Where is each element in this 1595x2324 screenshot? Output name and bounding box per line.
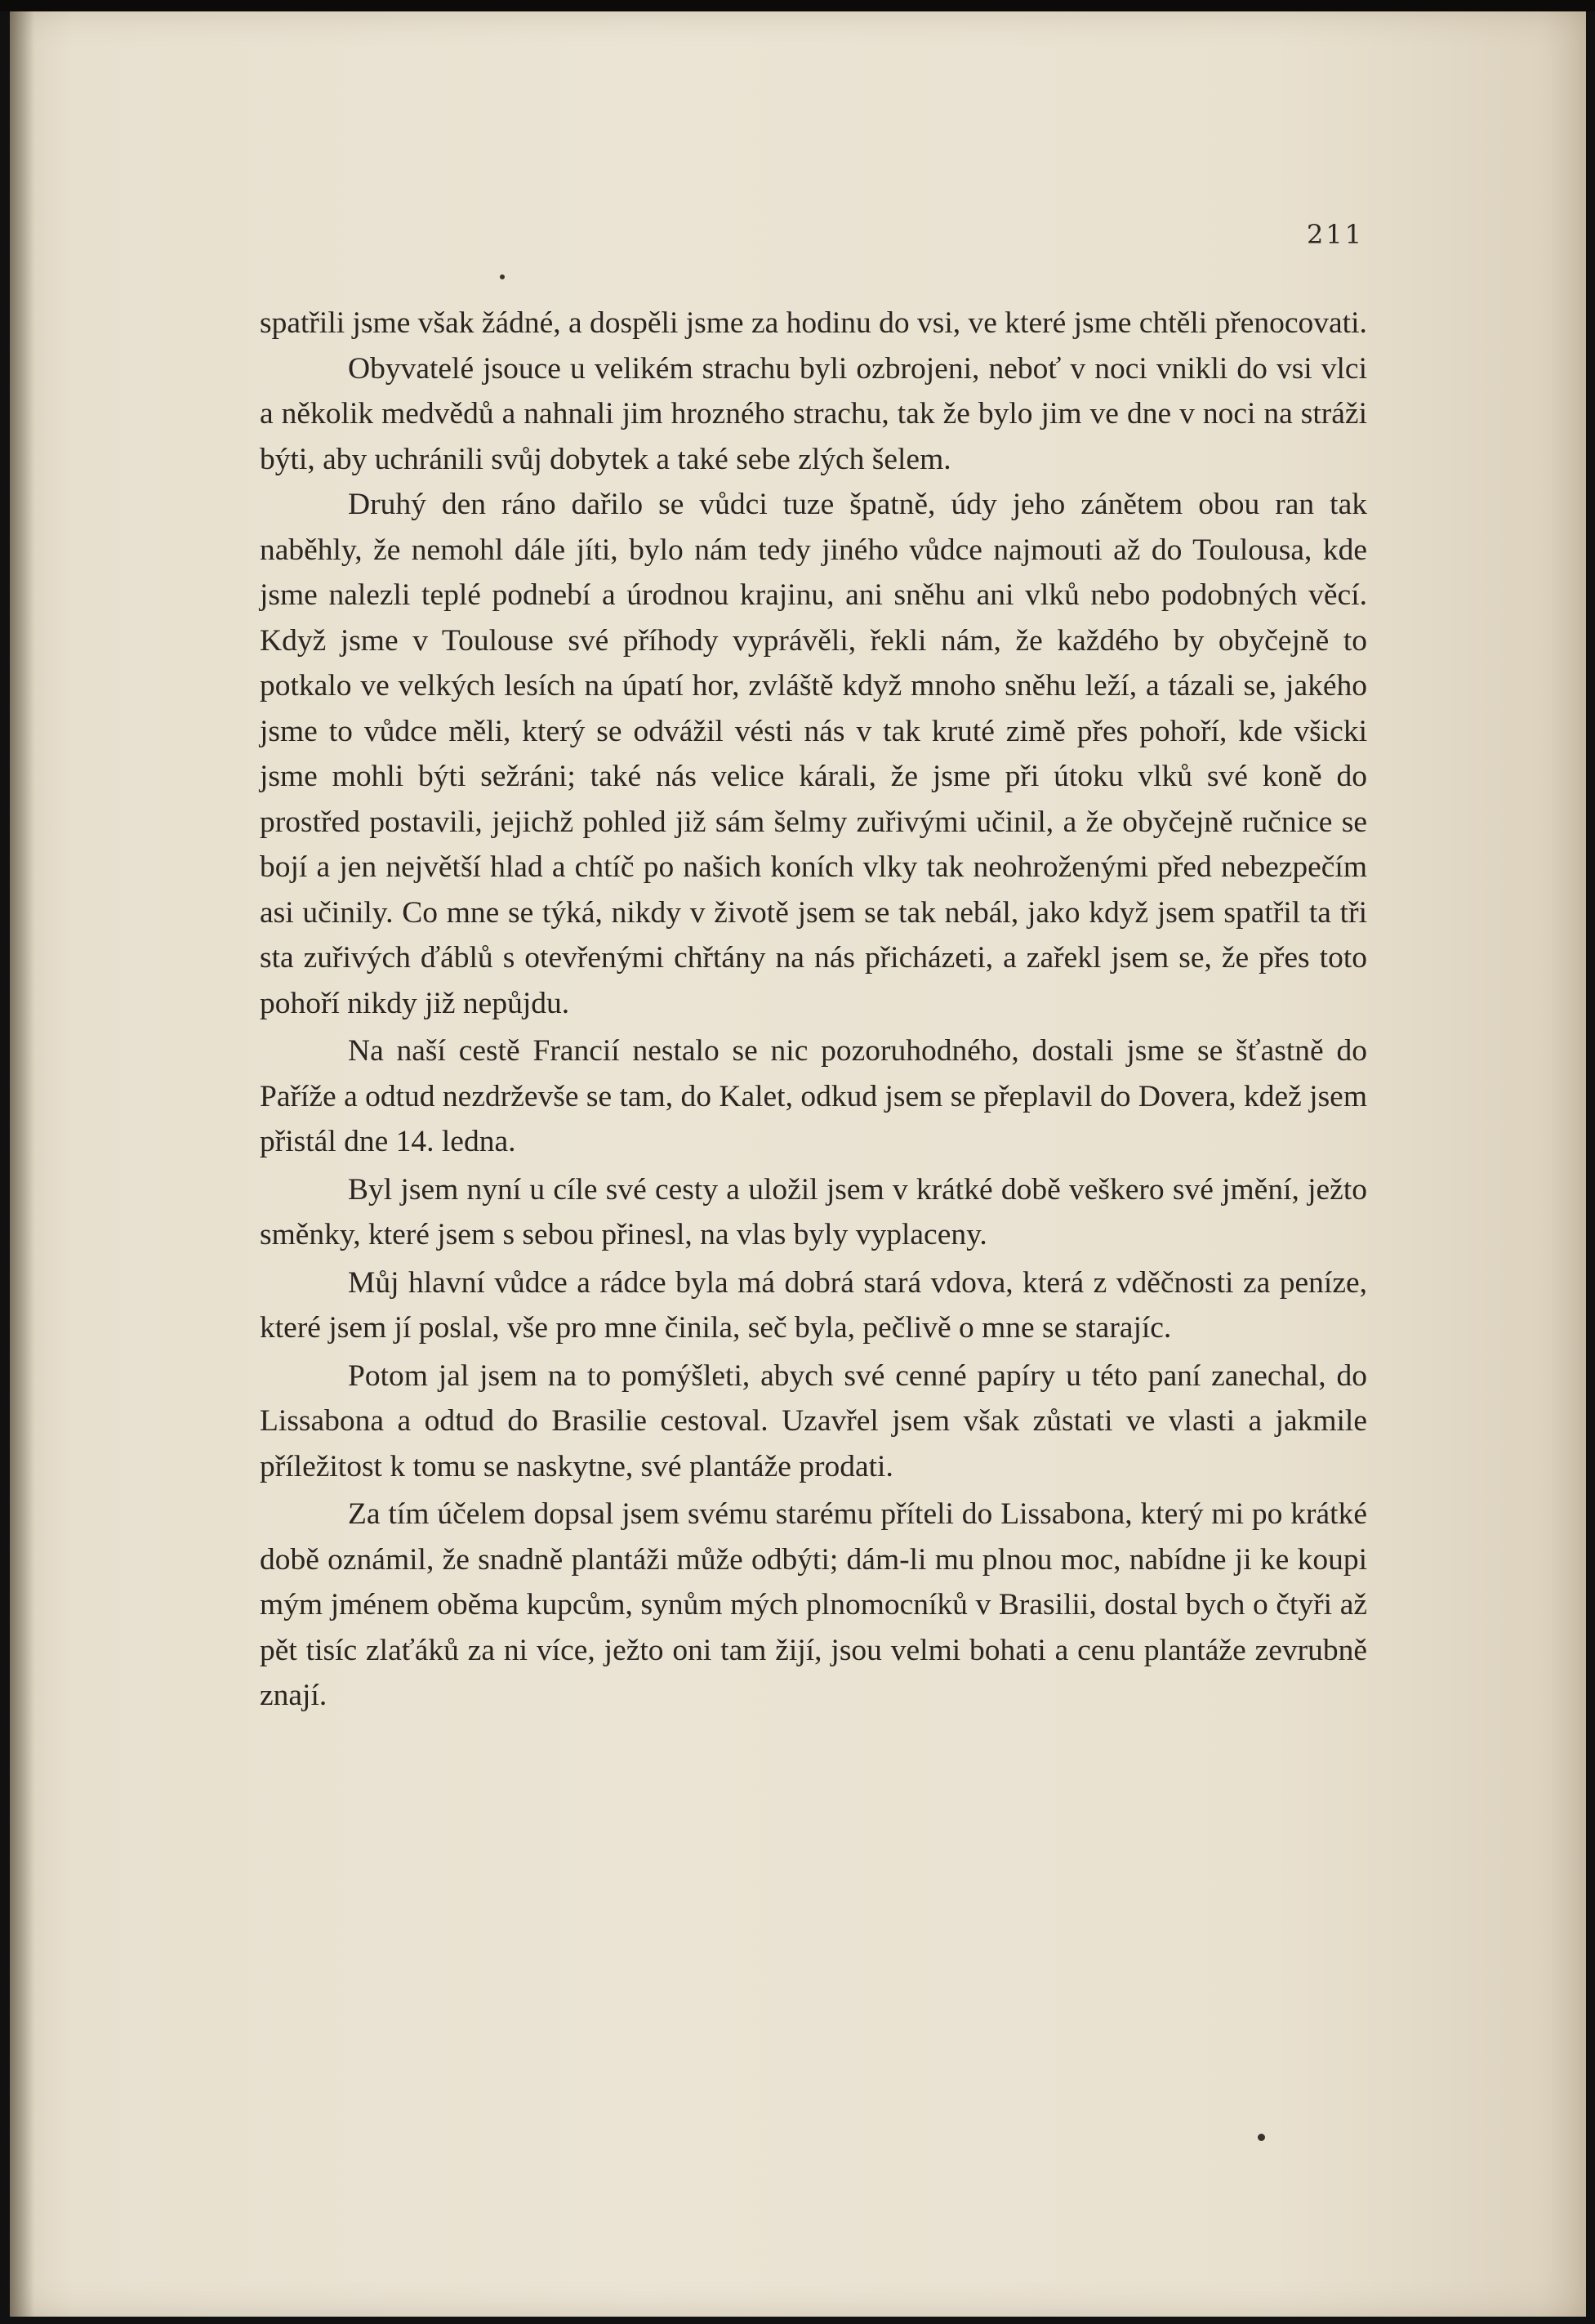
page-body-text <box>260 301 1367 1719</box>
ink-speck <box>1258 2134 1265 2141</box>
paragraph-2: Obyvatelé jsouce u velikém strachu byli ozbrojeni, neboť v noci vnikli do vsi vlci a několik medvědů a nahnali jim hrozného strachu, tak že bylo jim ve dne v noci na stráži býti, aby uchránili svůj dobytek a také sebe zlých šelem. <box>260 351 1367 476</box>
paragraph-8: Za tím účelem dopsal jsem svému starému příteli do Lissabona, který mi po krátké době oznámil, že snadně plantáži může odbýti; dám-li mu plnou moc, nabídne ji ke koupi mým jménem oběma kupcům, synům mých plnomocníků v Brasilii, dostal bych o čtyři až pět tisíc zlaťáků za ni více, ježto oni tam žijí, jsou velmi bohati a cenu plantáže zevrubně znají. <box>260 1497 1367 1712</box>
paragraph-7: Potom jal jsem na to pomýšleti, abych své cenné papíry u této paní zanechal, do Lissabona a odtud do Brasilie cestoval. Uzavřel jsem však zůstati ve vlasti a jakmile příležitost k tomu se naskytne, své plantáže prodati. <box>260 1358 1367 1483</box>
binding-shadow <box>10 11 34 2317</box>
paragraph-1: spatřili jsme však žádné, a dospěli jsme za hodinu do vsi, ve které jsme chtěli přenocovati. <box>260 306 1367 340</box>
paragraph-3: Druhý den ráno dařilo se vůdci tuze špatně, údy jeho zánětem obou ran tak naběhly, že nemohl dále jíti, bylo nám tedy jiného vůdce najmouti až do Toulousa, kde jsme nalezli teplé podnebí a úrodnou krajinu, ani sněhu ani vlků nebo podobných věcí. Když jsme v Toulouse své příhody vyprávěli, řekli nám, že každého by obyčejně to potkalo ve velkých lesích na úpatí hor, zvláště když mnoho sněhu leží, a tázali se, jakého jsme to vůdce měli, který se odvážil vésti nás v tak kruté zimě přes pohoří, kde všicki jsme mohli býti sežráni; také nás velice kárali, že jsme při útoku vlků své koně do prostřed postavili, jejichž pohled již sám šelmy zuřivými učinil, a že obyčejně ručnice se bojí a jen největší hlad a chtíč po našich koních vlky tak neohroženými před nebezpečím asi učinily. Co mne se týká, nikdy v životě jsem se tak nebál, jako když jsem spatřil ta tři sta zuřivých ďáblů s otevřenými chřtány na nás přicházeti, a zařekl jsem se, že přes toto pohoří nikdy již nepůjdu. <box>260 488 1367 1020</box>
paragraph-5: Byl jsem nyní u cíle své cesty a uložil jsem v krátké době veškero své jmění, ježto směnky, které jsem s sebou přinesl, na vlas byly vyplaceny. <box>260 1172 1367 1251</box>
ink-speck <box>500 274 505 279</box>
paragraph-4: Na naší cestě Francií nestalo se nic pozoruhodného, dostali jsme se šťastně do Paříže a odtud nezdrževše se tam, do Kalet, odkud jsem se přeplavil do Dovera, kdež jsem přistál dne 14. ledna. <box>260 1034 1367 1158</box>
paragraph-6: Můj hlavní vůdce a rádce byla má dobrá stará vdova, která z vděčnosti za peníze, které jsem jí poslal, vše pro mne činila, seč byla, pečlivě o mne se starajíc. <box>260 1265 1367 1345</box>
page-number: 211 <box>1307 219 1365 250</box>
scan-top-edge <box>0 0 1595 11</box>
